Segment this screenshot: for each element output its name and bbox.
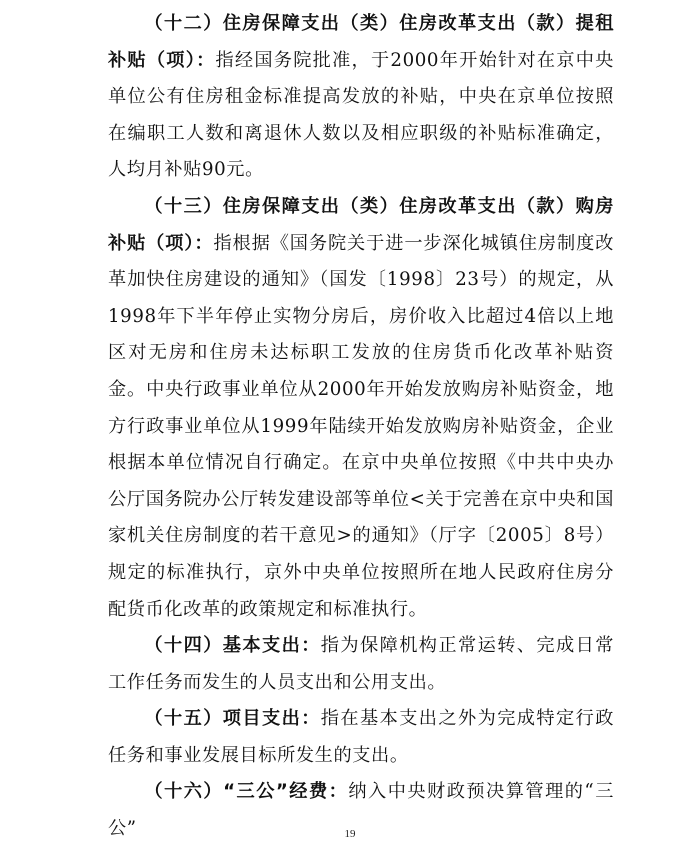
paragraph-project-expenditure (108, 701, 614, 774)
document-page (108, 6, 614, 848)
paragraph-heading: （十六）“三公”经费： (144, 781, 349, 803)
paragraph-body: 指在基本支出之外为完成特定行政任务和事业发展目标所发生的支出。 (108, 708, 614, 766)
paragraph-basic-expenditure (108, 628, 614, 701)
paragraph-body: 纳入中央财政预决算管理的“三公” (108, 781, 614, 840)
paragraph-rent-subsidy (108, 6, 614, 189)
paragraph-heading: （十五）项目支出： (144, 708, 321, 730)
paragraph-body: 指根据《国务院关于进一步深化城镇住房制度改革加快住房建设的通知》（国发〔1998〕23号）的规定，从1998年下半年停止实物分房后，房价收入比超过4倍以上地区对无房和住房未达标职工发放的住房货币化改革补贴资金。中央行政事业单位从2000年开始发放购房补贴资金，地方行政事业单位从1999年陆续开始发放购房补贴资金，企业根据本单位情况自行确定。在京中央单位按照《中共中央办公厅国务院办公厅转发建设部等单位<关于完善在京中央和国家机关住房制度的若干意见>的通知》（厅字〔2005〕8号）规定的标准执行，京外中央单位按照所在地人民政府住房分配货币化改革的政策规定和标准执行。 (108, 232, 614, 620)
paragraph-body: 指为保障机构正常运转、完成日常工作任务而发生的人员支出和公用支出。 (108, 635, 614, 693)
paragraph-body: 指经国务院批准，于2000年开始针对在京中央单位公有住房租金标准提高发放的补贴，中央在京单位按照在编职工人数和离退休人数以及相应职级的补贴标准确定，人均月补贴90元。 (108, 49, 614, 181)
paragraph-housing-purchase-subsidy (108, 189, 614, 628)
paragraph-heading: （十四）基本支出： (144, 635, 321, 657)
paragraph-heading: （十二）住房保障支出（类）住房改革支出（款）提租补贴（项）： (108, 13, 614, 71)
page-number: 19 (344, 828, 356, 840)
paragraph-heading: （十三）住房保障支出（类）住房改革支出（款）购房补贴（项）： (108, 195, 614, 254)
